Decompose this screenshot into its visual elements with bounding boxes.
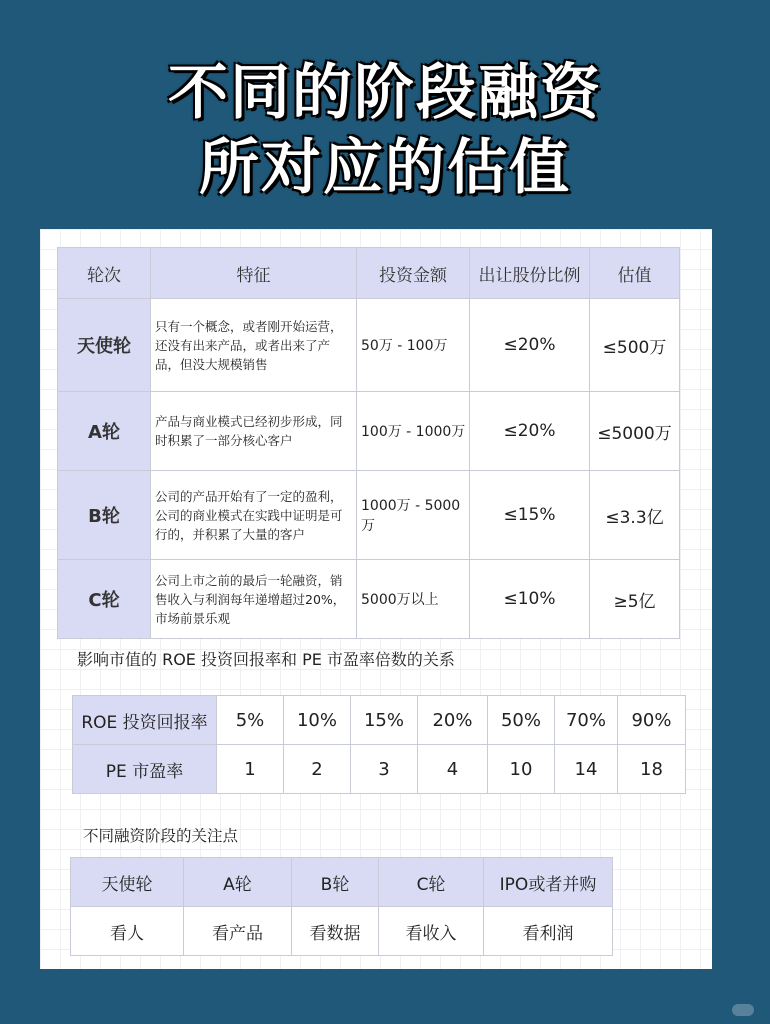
round-share: ≤15% <box>470 471 590 560</box>
round-name: A轮 <box>58 392 151 471</box>
pe-value: 14 <box>555 745 618 794</box>
pe-value: 4 <box>418 745 488 794</box>
table-row <box>58 299 680 392</box>
round-amount: 1000万 - 5000万 <box>357 471 470 560</box>
round-name: B轮 <box>58 471 151 560</box>
round-valuation: ≤500万 <box>590 299 680 392</box>
pe-value: 3 <box>351 745 418 794</box>
header-amount: 投资金额 <box>357 248 470 299</box>
watermark-badge <box>732 1004 754 1016</box>
title-line-2: 所对应的估值 <box>199 133 571 203</box>
round-valuation: ≤5000万 <box>590 392 680 471</box>
roe-heading: 影响市值的 ROE 投资回报率和 PE 市盈率倍数的关系 <box>77 650 455 669</box>
table-row <box>73 745 686 794</box>
pe-value: 10 <box>488 745 555 794</box>
round-name: C轮 <box>58 560 151 639</box>
stage-name: IPO或者并购 <box>484 858 613 907</box>
stage-focus: 看产品 <box>184 907 292 956</box>
round-amount: 5000万以上 <box>357 560 470 639</box>
roe-value: 90% <box>618 696 686 745</box>
header-valuation: 估值 <box>590 248 680 299</box>
table-row <box>58 471 680 560</box>
table-row <box>71 858 613 907</box>
round-feature: 公司上市之前的最后一轮融资，销售收入与利润每年递增超过20%，市场前景乐观 <box>151 560 357 639</box>
round-name: 天使轮 <box>58 299 151 392</box>
table-row <box>58 560 680 639</box>
round-share: ≤10% <box>470 560 590 639</box>
content-card <box>40 229 712 969</box>
stage-name: C轮 <box>379 858 484 907</box>
header-feature: 特征 <box>151 248 357 299</box>
header-round: 轮次 <box>58 248 151 299</box>
roe-value: 15% <box>351 696 418 745</box>
round-share: ≤20% <box>470 392 590 471</box>
pe-value: 1 <box>217 745 284 794</box>
table-row <box>58 392 680 471</box>
stage-name: A轮 <box>184 858 292 907</box>
stage-name: 天使轮 <box>71 858 184 907</box>
roe-row-label: ROE 投资回报率 <box>73 696 217 745</box>
round-feature: 产品与商业模式已经初步形成，同时积累了一部分核心客户 <box>151 392 357 471</box>
round-amount: 50万 - 100万 <box>357 299 470 392</box>
roe-value: 5% <box>217 696 284 745</box>
stage-focus: 看收入 <box>379 907 484 956</box>
round-valuation: ≥5亿 <box>590 560 680 639</box>
roe-value: 10% <box>284 696 351 745</box>
pe-value: 2 <box>284 745 351 794</box>
roe-pe-table <box>72 695 686 794</box>
stage-focus: 看利润 <box>484 907 613 956</box>
round-amount: 100万 - 1000万 <box>357 392 470 471</box>
title-line-1: 不同的阶段融资 <box>168 58 602 128</box>
focus-heading: 不同融资阶段的关注点 <box>83 827 239 845</box>
roe-value: 20% <box>418 696 488 745</box>
round-share: ≤20% <box>470 299 590 392</box>
pe-value: 18 <box>618 745 686 794</box>
round-feature: 只有一个概念，或者刚开始运营，还没有出来产品，或者出来了产品，但没大规模销售 <box>151 299 357 392</box>
focus-table <box>70 857 613 956</box>
stage-focus: 看人 <box>71 907 184 956</box>
round-feature: 公司的产品开始有了一定的盈利，公司的商业模式在实践中证明是可行的，并积累了大量的客户 <box>151 471 357 560</box>
table-row <box>71 907 613 956</box>
roe-value: 50% <box>488 696 555 745</box>
table-header-row <box>58 248 680 299</box>
pe-row-label: PE 市盈率 <box>73 745 217 794</box>
stage-name: B轮 <box>292 858 379 907</box>
table-row <box>73 696 686 745</box>
stage-focus: 看数据 <box>292 907 379 956</box>
roe-value: 70% <box>555 696 618 745</box>
round-valuation: ≤3.3亿 <box>590 471 680 560</box>
header-share: 出让股份比例 <box>470 248 590 299</box>
rounds-table <box>57 247 680 639</box>
